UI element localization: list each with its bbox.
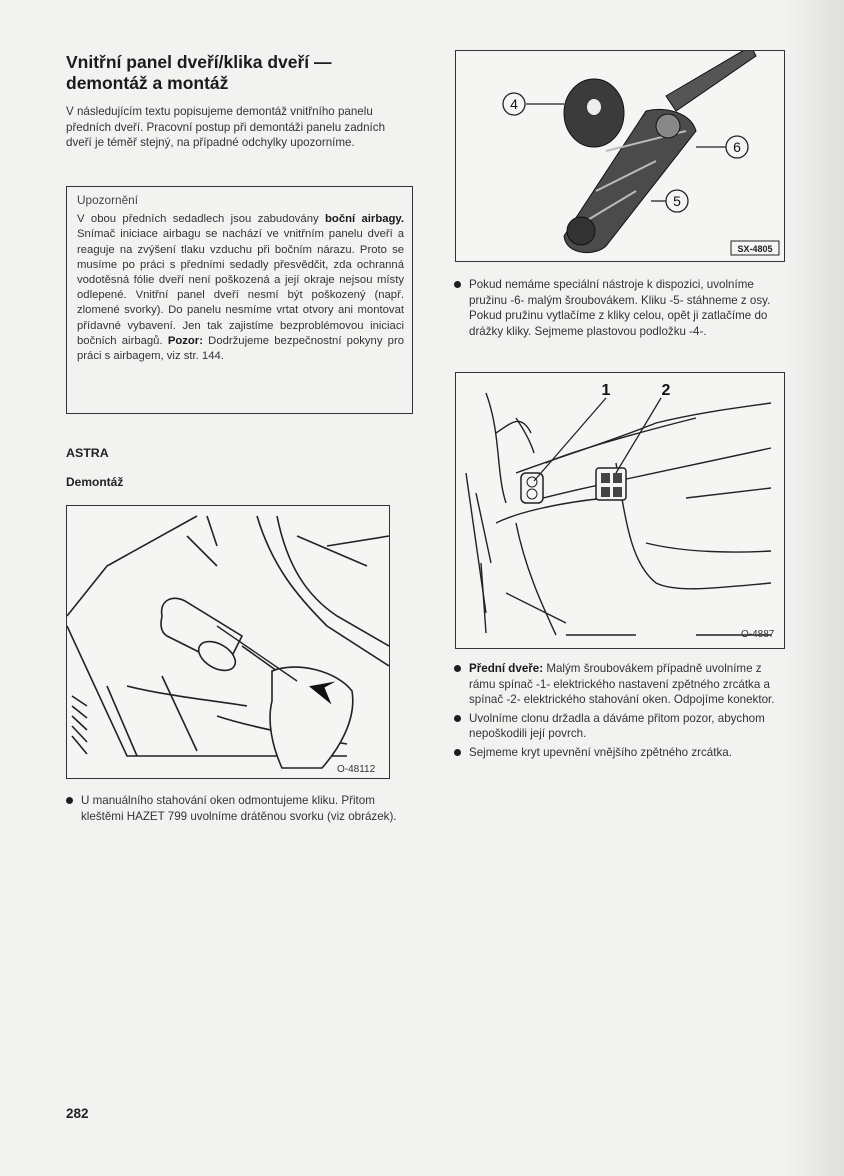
page-title [66,52,411,94]
subsection-heading: Demontáž [66,475,124,489]
callout-4: 4 [510,96,518,112]
figure-code-label: O-4887 [741,629,775,640]
notice-text-part: Snímač iniciace airbagu se nachází ve vnitřním panelu dveří a reaguje na zvýšení tlaku vzduchu při bočním nárazu. Proto se musíme po práci s předními sedadly přesvědčit, zda ochranná vodotěsná fólie dveří není poškozená a její okraje nejsou místy odlepené. Vnitřní panel dveří nesmí být poškozený (např. zlomené svorky). Do panelu nesmíme vrtat otvory ani montovat přídavné vybavení. Jen tak zajistíme bezproblémovou iniciaci bočních airbagů. [77,228,404,347]
notice-bold-caution: Pozor: [167,334,203,347]
airbag-notice-box [66,186,413,414]
notice-title: Upozornění [77,193,138,207]
callout-2: 2 [661,382,671,399]
window-crank-illustration [456,51,784,261]
list-item-text: Sejmeme kryt upevnění vnějšího zpětného zrcátka. [469,745,732,759]
list-item: U manuálního stahování oken odmontujeme kliku. Přitom kleštěmi HAZET 799 uvolníme drátěnou svorku (viz obrázek). [66,793,411,824]
callout-1: 1 [601,382,611,399]
list-item-text: Malým šroubovákem případně uvolníme z rámu spínač -1- elektrického nastavení zpětného zrcátka a spínač -2- elektrického stahování oken. Odpojíme konektor. [469,662,775,707]
notice-text [77,212,404,364]
figure-code-label: SX-4805 [737,244,773,254]
callout-6: 6 [733,139,741,155]
list-item-text: Uvolníme clonu držadla a dáváme přitom pozor, abychom nepoškodili její povrch. [469,711,765,741]
list-item [454,745,784,761]
figure-code-label: O-48112 [337,764,376,775]
section-heading-model: ASTRA [66,446,109,460]
notice-text-part: V obou předních sedadlech jsou zabudovány [77,213,326,226]
heading-block [66,52,411,151]
page-edge-shadow [784,0,844,1176]
notice-text-part: Dodržujeme bezpečnostní pokyny pro práci s airbagem, viz str. 144. [77,334,405,363]
intro-paragraph: V následujícím textu popisujeme demontáž vnitřního panelu předních dveří. Pracovní postup při demontáži panelu zadních dveří je téměř stejný, na případné odchylky upozorníme. [66,105,386,150]
door-panel-illustration [456,373,784,648]
notice-bold-airbags: boční airbagy. [325,213,404,226]
list-item: Pokud nemáme speciální nástroje k dispozici, uvolníme pružinu -6- malým šroubovákem. Kliku -5- stáhneme z osy. Pokud pružinu vytlačíme z kliky celou, opět ji zatlačíme do drážky kliky. Sejmeme plastovou podložku -4-. [454,277,784,339]
page-number: 282 [66,1106,89,1121]
figure-window-crank [455,50,785,262]
list-item [454,661,784,708]
list-item-bold: Přední dveře: [469,662,544,675]
title-line-1: Vnitřní panel dveří/klika dveří — [66,52,332,72]
right-bottom-bullets [454,661,784,761]
right-top-bullets [454,277,784,339]
title-line-2: demontáž a montáž [66,73,229,93]
callout-5: 5 [673,193,681,209]
figure-handle-clip-removal [66,505,390,779]
list-item [454,711,784,742]
handle-removal-illustration [67,506,389,778]
left-bullets [66,793,411,824]
figure-door-panel-switches [455,372,785,649]
